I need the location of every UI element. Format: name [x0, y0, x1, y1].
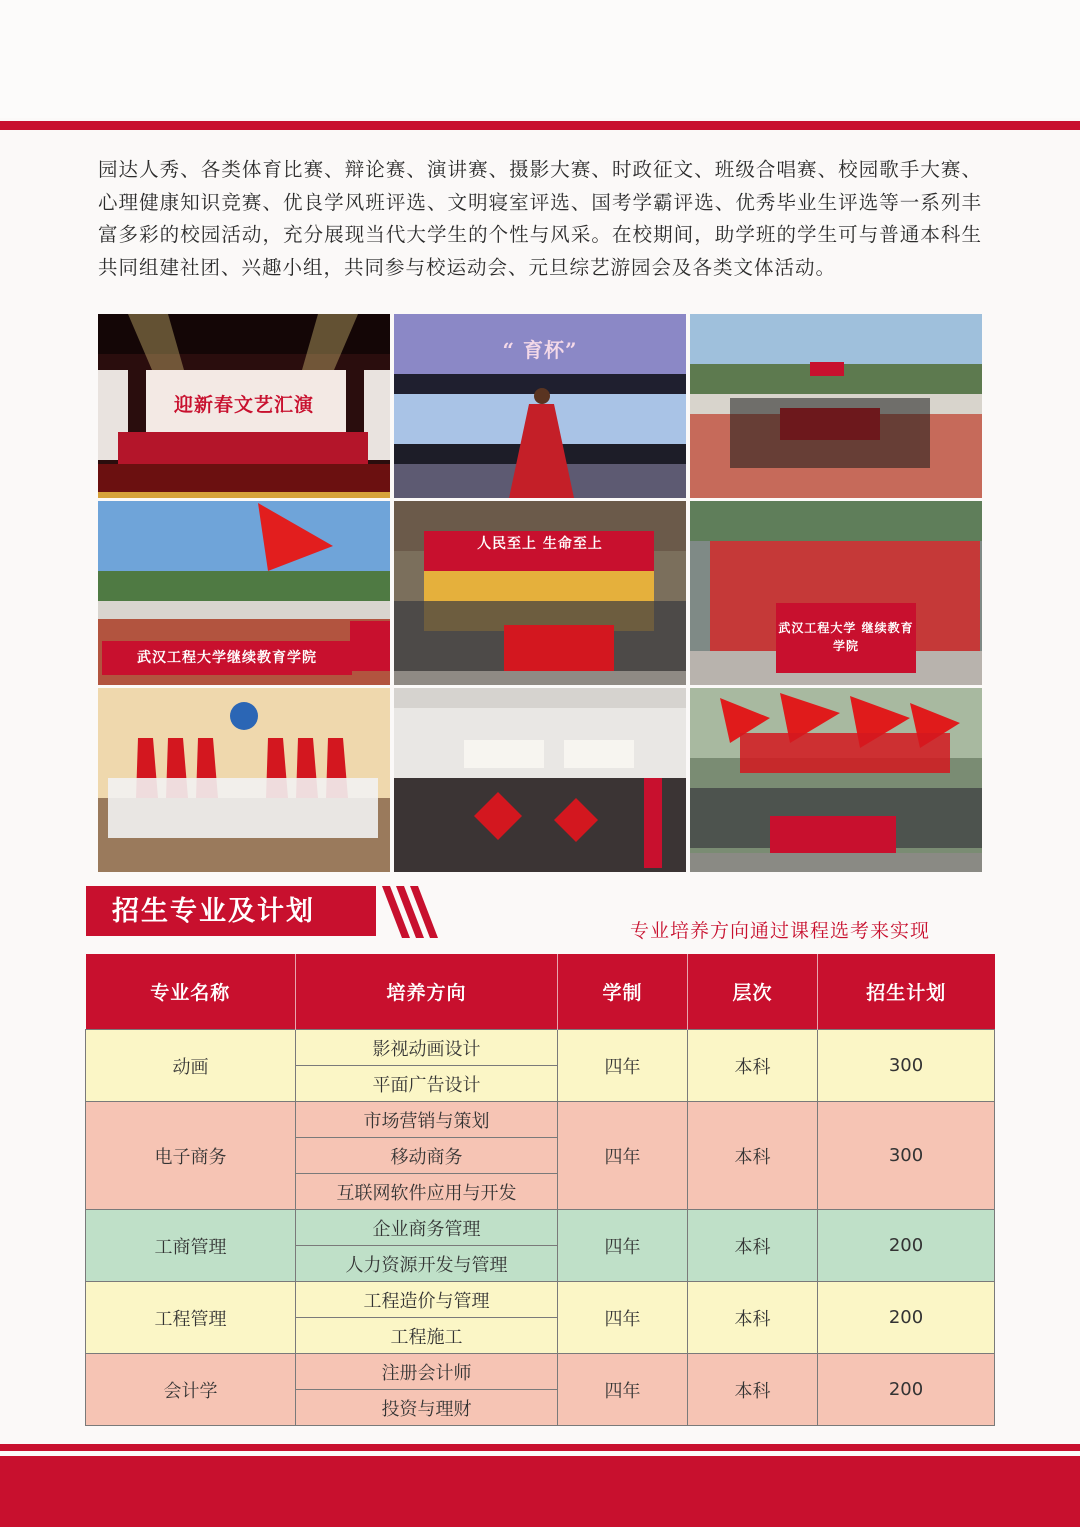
- major-cell: 动画: [86, 1030, 296, 1102]
- table-row: [86, 1210, 995, 1246]
- direction-cell: 移动商务: [296, 1138, 558, 1174]
- photo-red-flags-group: [690, 688, 982, 872]
- direction-cell: 影视动画设计: [296, 1030, 558, 1066]
- direction-cell: 互联网软件应用与开发: [296, 1174, 558, 1210]
- major-cell: 工商管理: [86, 1210, 296, 1282]
- table-row: [86, 1282, 995, 1318]
- major-cell: 工程管理: [86, 1282, 296, 1354]
- table-header-row: [86, 954, 995, 1030]
- plan-cell: 300: [818, 1102, 995, 1210]
- photo-stage-performance: [98, 314, 390, 498]
- direction-cell: 投资与理财: [296, 1390, 558, 1426]
- choir-banner-text: “ 育杯”: [502, 338, 578, 362]
- level-cell: 本科: [688, 1030, 818, 1102]
- years-cell: 四年: [558, 1282, 688, 1354]
- direction-cell: 注册会计师: [296, 1354, 558, 1390]
- header-direction: 培养方向: [296, 954, 558, 1030]
- direction-cell: 市场营销与策划: [296, 1102, 558, 1138]
- photo-flag-outdoor: [98, 501, 390, 685]
- direction-cell: 平面广告设计: [296, 1066, 558, 1102]
- photo-grid: [98, 314, 982, 872]
- photo-party-flag-hall: [394, 501, 686, 685]
- plan-cell: 200: [818, 1282, 995, 1354]
- header-plan: 招生计划: [818, 954, 995, 1030]
- major-cell: 电子商务: [86, 1102, 296, 1210]
- enrollment-table: [85, 954, 995, 1426]
- flag-banner-text-2: 武汉工程大学 继续教育学院: [778, 621, 914, 653]
- direction-cell: 企业商务管理: [296, 1210, 558, 1246]
- top-background: [0, 0, 1080, 118]
- photo-calligraphy-group: [394, 688, 686, 872]
- photo-choir: [394, 314, 686, 498]
- plan-cell: 200: [818, 1354, 995, 1426]
- bottom-red-block: [0, 1456, 1080, 1527]
- bottom-red-line: [0, 1444, 1080, 1451]
- section-subtitle: 专业培养方向通过课程选考来实现: [630, 920, 931, 942]
- stage-banner-text: 迎新春文艺汇演: [173, 394, 314, 416]
- header-years: 学制: [558, 954, 688, 1030]
- years-cell: 四年: [558, 1102, 688, 1210]
- years-cell: 四年: [558, 1354, 688, 1426]
- plan-cell: 200: [818, 1210, 995, 1282]
- top-red-bar: [0, 121, 1080, 130]
- direction-cell: 工程造价与管理: [296, 1282, 558, 1318]
- intro-paragraph: 园达人秀、各类体育比赛、辩论赛、演讲赛、摄影大赛、时政征文、班级合唱赛、校园歌手大赛、心理健康知识竞赛、优良学风班评选、文明寝室评选、国考学霸评选、优秀毕业生评选等一系列丰富多彩的校园活动，充分展现当代大学生的个性与风采。在校期间，助学班的学生可与普通本科生共同组建社团、兴趣小组，共同参与校运动会、元旦综艺游园会及各类文体活动。: [98, 158, 982, 279]
- header-level: 层次: [688, 954, 818, 1030]
- table-row: [86, 1102, 995, 1138]
- header-stripes-decoration: [382, 886, 442, 938]
- level-cell: 本科: [688, 1210, 818, 1282]
- direction-cell: 人力资源开发与管理: [296, 1246, 558, 1282]
- years-cell: 四年: [558, 1210, 688, 1282]
- years-cell: 四年: [558, 1030, 688, 1102]
- header-major: 专业名称: [86, 954, 296, 1030]
- level-cell: 本科: [688, 1354, 818, 1426]
- flag-banner-text-1: 武汉工程大学继续教育学院: [137, 650, 317, 666]
- direction-cell: 工程施工: [296, 1318, 558, 1354]
- photo-award-ceremony: [98, 688, 390, 872]
- hall-banner-text: 人民至上 生命至上: [477, 536, 603, 552]
- photo-sports-parade: [690, 314, 982, 498]
- photo-red-shirt-group: [690, 501, 982, 685]
- level-cell: 本科: [688, 1282, 818, 1354]
- plan-cell: 300: [818, 1030, 995, 1102]
- section-title: 招生专业及计划: [86, 886, 376, 936]
- table-row: [86, 1030, 995, 1066]
- level-cell: 本科: [688, 1102, 818, 1210]
- table-row: [86, 1354, 995, 1390]
- major-cell: 会计学: [86, 1354, 296, 1426]
